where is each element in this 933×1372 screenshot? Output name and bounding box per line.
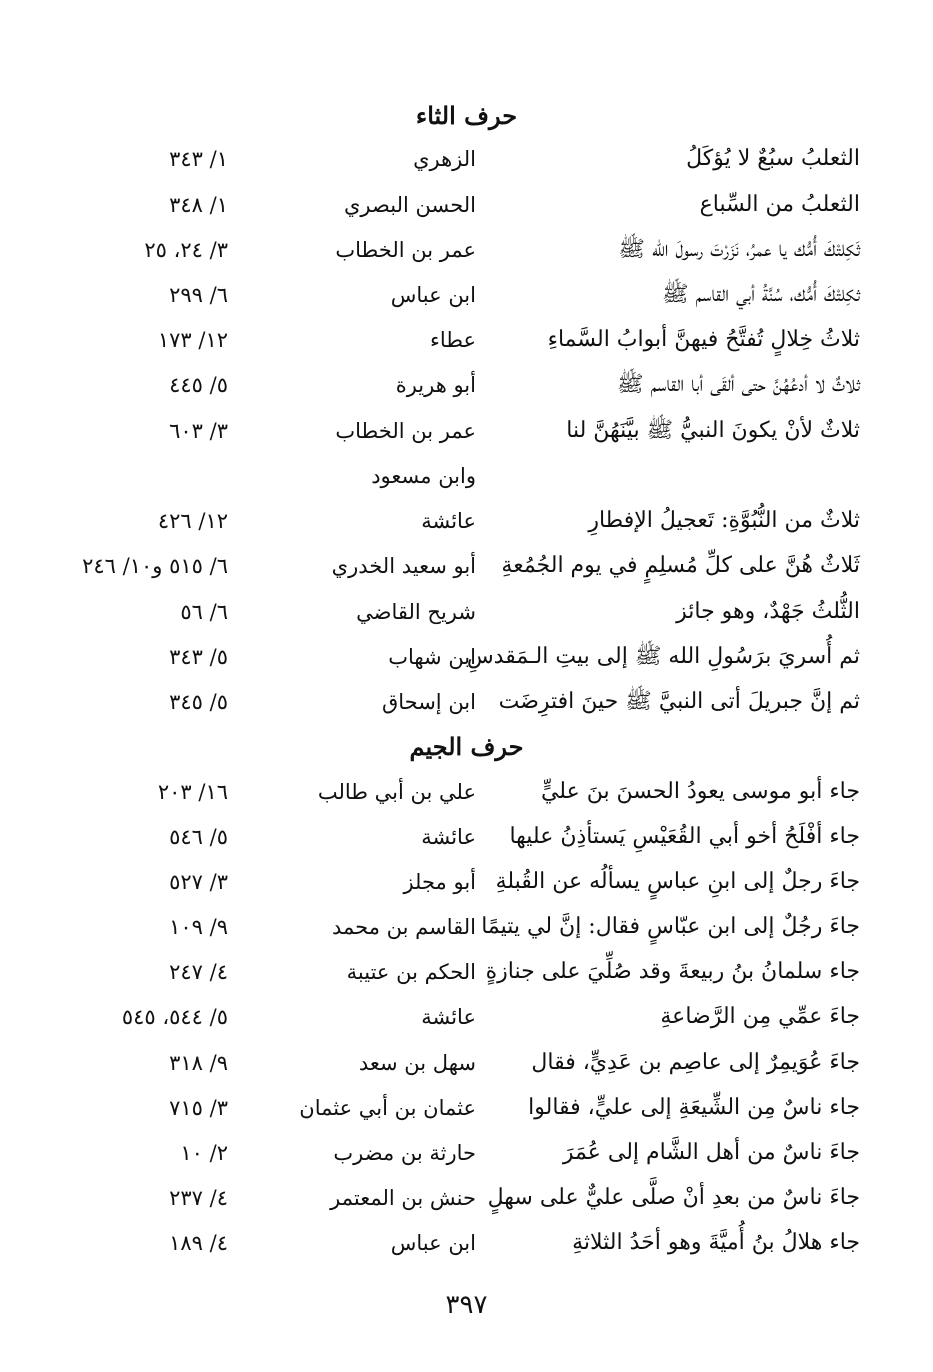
entry-text: جاءَ عُوَيمِرٌ إلى عاصِم بن عَدِيٍّ، فقال bbox=[531, 1050, 860, 1075]
index-entry bbox=[0, 950, 933, 994]
entry-text: الثعلبُ من السِّباع bbox=[699, 192, 860, 217]
index-entry bbox=[0, 860, 933, 904]
entry-reference: ١/ ٣٤٣ bbox=[169, 147, 228, 171]
entry-narrator: أبو سعيد الخدري bbox=[331, 554, 476, 578]
entry-text: ثلاثُ خِلالٍ تُفتَّحُ فيهنَّ أبوابُ السَّماءِ bbox=[547, 327, 860, 352]
index-entry bbox=[0, 1221, 933, 1265]
entry-text: ثَكِلتْكَ أُمُّك يا عمرُ، نَزَرْتَ رسولَ الله ﷺ bbox=[618, 237, 860, 262]
index-entry bbox=[0, 590, 933, 634]
entry-narrator: شريح القاضي bbox=[356, 600, 476, 624]
entry-reference: ٤/ ١٨٩ bbox=[169, 1231, 228, 1255]
index-entry bbox=[0, 409, 933, 453]
entry-narrator: عائشة bbox=[421, 509, 476, 533]
index-entry bbox=[0, 544, 933, 588]
index-entry bbox=[0, 1131, 933, 1175]
index-entry bbox=[0, 680, 933, 724]
index-entry bbox=[0, 815, 933, 859]
entry-reference: ١٢/ ١٧٣ bbox=[157, 328, 228, 352]
entry-narrator: سهل بن سعد bbox=[358, 1051, 476, 1075]
entry-reference: ٦/ ٥١٥ و١٠/ ٢٤٦ bbox=[82, 554, 228, 578]
entry-reference: ١٦/ ٢٠٣ bbox=[157, 780, 228, 804]
index-entry bbox=[0, 363, 933, 407]
entry-reference: ٥/ ٣٤٥ bbox=[169, 690, 228, 714]
entry-text: ثم إنَّ جبريلَ أتى النبيَّ ﷺ حينَ افترِضَت bbox=[498, 689, 860, 714]
entry-narrator: عائشة bbox=[421, 1005, 476, 1029]
entry-reference: ١٢/ ٤٢٦ bbox=[157, 509, 228, 533]
entry-text: جاء هلالُ بنُ أُميَّةَ وهو أحَدُ الثلاثةِ bbox=[572, 1230, 860, 1255]
entry-reference: ٣/ ٧١٥ bbox=[169, 1096, 228, 1120]
entry-text: جاءَ عمِّي مِن الرَّضاعةِ bbox=[660, 1004, 860, 1029]
entry-text: الثعلبُ سبُعٌ لا يُؤكَلُ bbox=[686, 146, 860, 171]
entry-text: جاءَ رجلٌ إلى ابنِ عباسٍ يسألُه عن القُبلةِ bbox=[495, 869, 860, 894]
entry-reference: ٩/ ٣١٨ bbox=[169, 1051, 228, 1075]
entry-text: الثُّلثُ جَهْدٌ، وهو جائز bbox=[676, 599, 860, 624]
entry-narrator: عائشة bbox=[421, 825, 476, 849]
entry-text: جاء أفْلَحُ أخو أبي القُعَيْسِ يَستأذِنُ عليها bbox=[509, 824, 860, 849]
entry-reference: ٢/ ١٠ bbox=[180, 1141, 228, 1165]
entry-text: ثلاثٌ من النُّبُوَّةِ: تَعجيلُ الإفطارِ bbox=[588, 508, 860, 533]
index-entry bbox=[0, 1086, 933, 1130]
entry-narrator: الزهري bbox=[413, 147, 476, 171]
entry-reference: ٥/ ٣٤٣ bbox=[169, 645, 228, 669]
entry-narrator: عمر بن الخطاب bbox=[335, 419, 476, 443]
index-entry bbox=[0, 1176, 933, 1220]
entry-narrator: حنش بن المعتمر bbox=[330, 1186, 476, 1210]
index-entry bbox=[0, 273, 933, 317]
entry-reference: ٦/ ٢٩٩ bbox=[169, 283, 228, 307]
entry-text: ثَلاثٌ هُنَّ على كلِّ مُسلِمٍ في يوم الجُمُعةِ bbox=[501, 553, 860, 578]
entry-narrator: الحكم بن عتيبة bbox=[346, 960, 476, 984]
entry-text: ثلاثٌ لا أدعُهُنَّ حتى ألقَى أبا القاسم ﷺ bbox=[617, 372, 860, 397]
entry-text: جاءَ ناسٌ من بعدِ أنْ صلَّى عليٌّ على سهلٍ bbox=[487, 1185, 860, 1210]
section-heading: حرف الجيم bbox=[409, 732, 524, 761]
entry-narrator: ابن عباس bbox=[390, 283, 476, 307]
entry-reference: ٤/ ٢٣٧ bbox=[169, 1186, 228, 1210]
index-entry bbox=[0, 635, 933, 679]
entry-reference: ٤/ ٢٤٧ bbox=[169, 960, 228, 984]
index-entry bbox=[0, 905, 933, 949]
entry-narrator: عطاء bbox=[429, 328, 476, 352]
entry-narrator: عمر بن الخطاب bbox=[335, 238, 476, 262]
index-entry bbox=[0, 1041, 933, 1085]
index-entry bbox=[0, 995, 933, 1039]
index-entry bbox=[0, 183, 933, 227]
entry-reference: ٣/ ٦٠٣ bbox=[169, 419, 228, 443]
entry-reference: ٣/ ٥٢٧ bbox=[169, 870, 228, 894]
index-entry bbox=[0, 318, 933, 362]
page-number: ٣٩٧ bbox=[445, 1290, 488, 1320]
entry-narrator: ابن عباس bbox=[390, 1231, 476, 1255]
entry-narrator: ابن إسحاق bbox=[381, 690, 476, 714]
entry-reference: ٩/ ١٠٩ bbox=[169, 915, 228, 939]
entry-narrator: حارثة بن مضرب bbox=[333, 1141, 476, 1165]
entry-reference: ٦/ ٥٦ bbox=[180, 600, 228, 624]
index-entry-continuation bbox=[0, 454, 933, 498]
entry-narrator: ابن شهاب bbox=[388, 645, 476, 669]
entry-narrator: وابن مسعود bbox=[371, 464, 476, 488]
entry-text: ثم أُسريَ برَسُولِ الله ﷺ إلى بيتِ الـمَقدسِ bbox=[466, 644, 860, 669]
entry-text: جاء سلمانُ بنُ ربيعةَ وقد صُلِّيَ على جنازةٍ bbox=[485, 959, 860, 984]
index-entry bbox=[0, 770, 933, 814]
entry-narrator: أبو هريرة bbox=[395, 373, 476, 397]
entry-narrator: القاسم بن محمد bbox=[332, 915, 476, 939]
index-entry bbox=[0, 499, 933, 543]
entry-narrator: علي بن أبي طالب bbox=[317, 780, 476, 804]
entry-narrator: الحسن البصري bbox=[344, 193, 476, 217]
entry-reference: ٥/ ٥٤٦ bbox=[169, 825, 228, 849]
entry-text: جاءَ رجُلٌ إلى ابن عبّاسٍ فقال: إنَّ لي يتيمًا bbox=[481, 914, 860, 939]
entry-reference: ٥/ ٥٤٤، ٥٤٥ bbox=[121, 1005, 228, 1029]
entry-text: جاء ناسٌ مِن الشِّيعَةِ إلى عليٍّ، فقالوا bbox=[528, 1095, 860, 1120]
entry-reference: ٣/ ٢٤، ٢٥ bbox=[144, 238, 228, 262]
entry-text: ثلاثٌ لأنْ يكونَ النبيُّ ﷺ بيَّنَهُنَّ لنا bbox=[566, 418, 860, 443]
entry-text: ثكِلتْكَ أُمُّك، سُنَّةُ أبي القاسم ﷺ bbox=[661, 282, 860, 307]
section-heading: حرف الثاء bbox=[415, 101, 518, 130]
index-entry bbox=[0, 137, 933, 181]
entry-text: جاءَ ناسٌ من أهل الشَّام إلى عُمَرَ bbox=[562, 1140, 860, 1165]
entry-narrator: عثمان بن أبي عثمان bbox=[299, 1096, 476, 1120]
index-entry bbox=[0, 228, 933, 272]
entry-text: جاء أبو موسى يعودُ الحسنَ بنَ عليٍّ bbox=[540, 779, 860, 804]
entry-narrator: أبو مجلز bbox=[403, 870, 476, 894]
entry-reference: ٥/ ٤٤٥ bbox=[169, 373, 228, 397]
entry-reference: ١/ ٣٤٨ bbox=[169, 193, 228, 217]
